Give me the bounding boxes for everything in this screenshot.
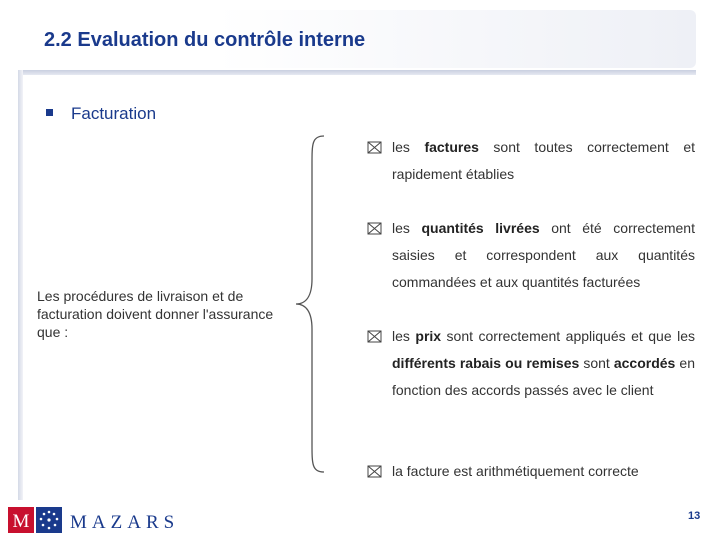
item-keyword: factures	[424, 139, 479, 155]
list-item	[367, 458, 695, 485]
criteria-list	[367, 134, 695, 485]
section-label: Facturation	[71, 104, 157, 123]
slide-title: 2.2 Evaluation du contrôle interne	[44, 29, 366, 51]
item-keyword: accordés	[613, 355, 676, 371]
envelope-bullet-icon	[367, 330, 382, 343]
curly-brace-icon	[290, 134, 330, 474]
item-text: sont	[579, 355, 614, 371]
list-item	[367, 323, 695, 458]
mazars-logo	[8, 506, 190, 534]
frame-top-line	[18, 70, 696, 75]
list-item	[367, 215, 695, 323]
item-text: la facture est arithmétiquement correcte	[392, 463, 639, 479]
item-text: en fonction des accords passés avec le client	[392, 355, 695, 398]
intro-text: Les procédures de livraison et de facturation doivent donner l'assurance que :	[37, 288, 274, 340]
logo-text: MAZARS	[70, 512, 180, 533]
item-text: ont été correctement saisies et correspondent aux quantités commandées et aux quantités facturées	[392, 220, 695, 290]
item-text: les	[392, 328, 416, 344]
envelope-bullet-icon	[367, 222, 382, 235]
item-keyword: quantités livrées	[421, 220, 540, 236]
frame-left-line	[18, 70, 23, 500]
item-keyword: prix	[415, 328, 442, 344]
square-bullet-icon	[46, 109, 53, 116]
logo-letter: M	[12, 511, 30, 532]
item-text: les	[392, 139, 425, 155]
item-text: les	[392, 220, 422, 236]
page-number: 13	[688, 510, 701, 522]
envelope-bullet-icon	[367, 141, 382, 154]
item-text: sont correctement appliqués et que les	[441, 328, 695, 344]
envelope-bullet-icon	[367, 465, 382, 478]
item-text: sont toutes correctement et rapidement établies	[392, 139, 695, 182]
list-item	[367, 134, 695, 215]
item-keyword: différents rabais ou remises	[392, 355, 580, 371]
section-heading	[46, 104, 156, 124]
